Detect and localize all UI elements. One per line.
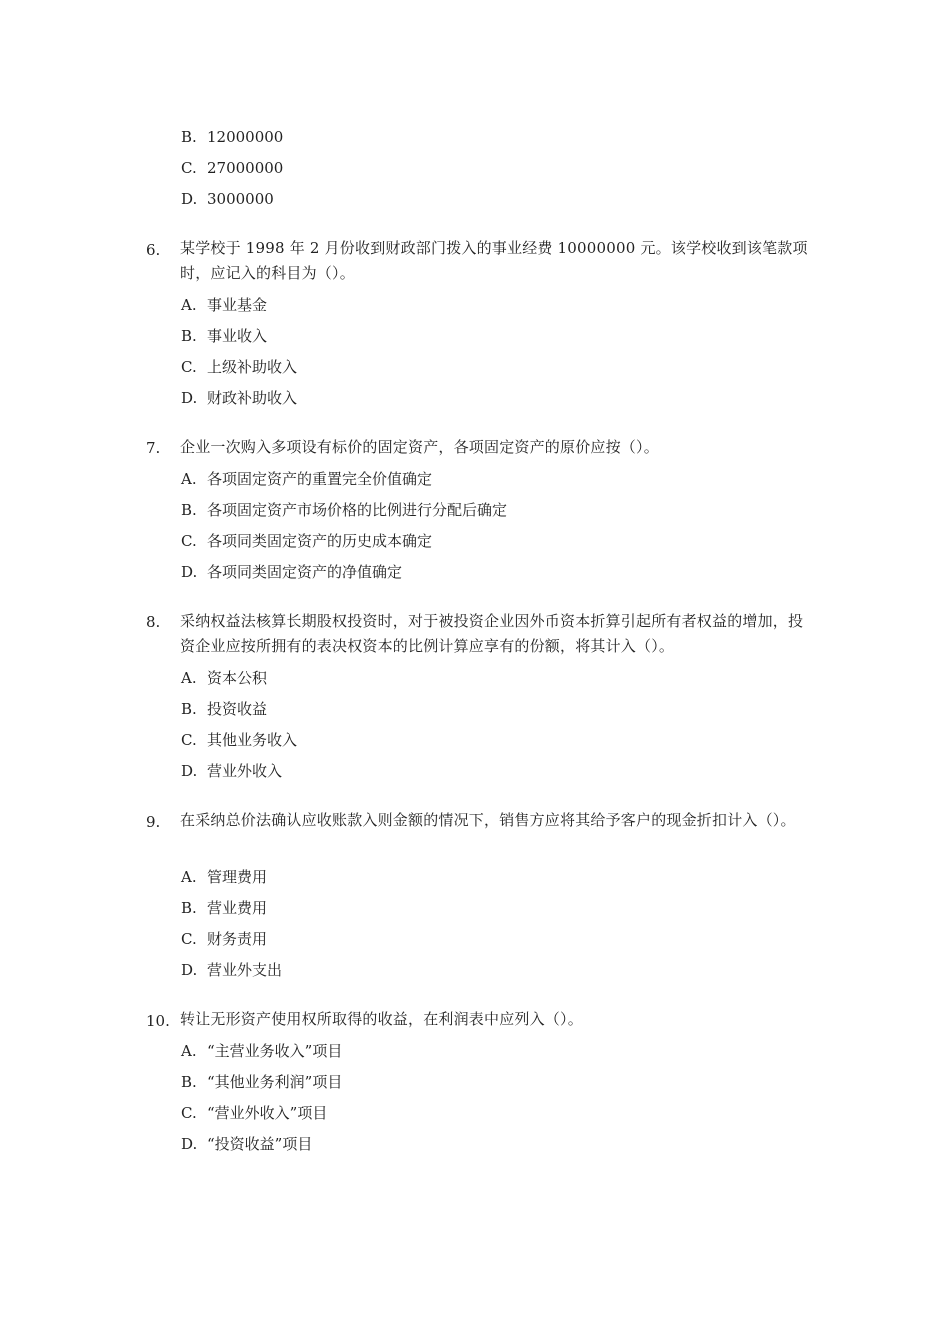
- option-text: 12000000: [207, 128, 284, 146]
- option-d: [181, 761, 282, 781]
- option-letter: A.: [181, 669, 197, 687]
- option-text: “主营业务收入”项目: [207, 1042, 343, 1060]
- question-text: 采纳权益法核算长期股权投资时，对于被投资企业因外币资本折算引起所有者权益的增加，投资企业应按所拥有的表决权资本的比例计算应享有的份额，将其计入（）。: [180, 612, 804, 655]
- option-a: [181, 668, 267, 688]
- option-text: “营业外收入”项目: [207, 1104, 328, 1122]
- question-text: 在采纳总价法确认应收账款入则金额的情况下，销售方应将其给予客户的现金折扣计入（）。: [180, 811, 796, 829]
- option-text: “投资收益”项目: [207, 1135, 313, 1153]
- option-letter: B.: [181, 1073, 197, 1091]
- option-text: 各项同类固定资产的历史成本确定: [207, 532, 433, 550]
- option-c: [181, 1103, 327, 1123]
- option-text: 管理费用: [207, 868, 268, 886]
- option-d: [181, 562, 402, 582]
- option-letter: A.: [181, 296, 197, 314]
- option-text: 营业费用: [207, 899, 268, 917]
- option-letter: D.: [181, 961, 198, 979]
- option-b: [181, 898, 267, 918]
- option-text: 营业外支出: [207, 961, 283, 979]
- option-letter: B.: [181, 700, 197, 718]
- option-text: 财务责用: [207, 930, 268, 948]
- question-text: 某学校于 1998 年 2 月份收到财政部门拨入的事业经费 10000000 元。该学校收到该笔款项时，应记入的科目为（）。: [180, 239, 808, 282]
- question-number: 10.: [146, 1012, 170, 1030]
- option-text: 3000000: [207, 190, 274, 208]
- carryover-option-d: [181, 189, 274, 209]
- option-text: 各项固定资产的重置完全价值确定: [207, 470, 433, 488]
- option-letter: C.: [181, 731, 197, 749]
- option-letter: C.: [181, 930, 197, 948]
- option-text: 财政补助收入: [207, 389, 298, 407]
- carryover-option-c: [181, 158, 283, 178]
- option-letter: A.: [181, 470, 197, 488]
- question-number: 8.: [146, 613, 161, 631]
- option-letter: B.: [181, 501, 197, 519]
- option-letter: B.: [181, 327, 197, 345]
- option-a: [181, 867, 267, 887]
- question-text: 转让无形资产使用权所取得的收益，在利润表中应列入（）。: [180, 1010, 583, 1028]
- option-d: [181, 388, 297, 408]
- option-c: [181, 531, 432, 551]
- option-text: 各项同类固定资产的净值确定: [207, 563, 403, 581]
- option-text: 资本公积: [207, 669, 268, 687]
- option-letter: B.: [181, 899, 197, 917]
- option-text: 上级补助收入: [207, 358, 298, 376]
- question-text: 企业一次购入多项设有标价的固定资产，各项固定资产的原价应按（）。: [180, 438, 659, 456]
- option-text: 投资收益: [207, 700, 268, 718]
- question-number: 9.: [146, 813, 161, 831]
- option-c: [181, 357, 297, 377]
- option-a: [181, 295, 267, 315]
- option-text: 营业外收入: [207, 762, 283, 780]
- carryover-option-b: [181, 127, 283, 147]
- option-letter: C.: [181, 1104, 197, 1122]
- option-letter: B.: [181, 128, 197, 146]
- option-letter: C.: [181, 532, 197, 550]
- option-text: 其他业务收入: [207, 731, 298, 749]
- option-a: [181, 469, 432, 489]
- option-text: 各项固定资产市场价格的比例进行分配后确定: [207, 501, 508, 519]
- option-letter: D.: [181, 1135, 198, 1153]
- option-text: “其他业务利润”项目: [207, 1073, 343, 1091]
- option-b: [181, 1072, 342, 1092]
- option-b: [181, 326, 267, 346]
- option-letter: C.: [181, 159, 197, 177]
- option-b: [181, 500, 507, 520]
- question-number: 7.: [146, 439, 161, 457]
- question-number: 6.: [146, 241, 161, 259]
- option-letter: D.: [181, 190, 198, 208]
- option-letter: D.: [181, 563, 198, 581]
- option-letter: C.: [181, 358, 197, 376]
- option-a: [181, 1041, 342, 1061]
- option-c: [181, 929, 267, 949]
- option-text: 事业基金: [207, 296, 268, 314]
- option-c: [181, 730, 297, 750]
- option-d: [181, 1134, 312, 1154]
- option-d: [181, 960, 282, 980]
- option-letter: A.: [181, 868, 197, 886]
- option-letter: D.: [181, 389, 198, 407]
- option-letter: A.: [181, 1042, 197, 1060]
- option-letter: D.: [181, 762, 198, 780]
- option-text: 事业收入: [207, 327, 268, 345]
- option-text: 27000000: [207, 159, 284, 177]
- option-b: [181, 699, 267, 719]
